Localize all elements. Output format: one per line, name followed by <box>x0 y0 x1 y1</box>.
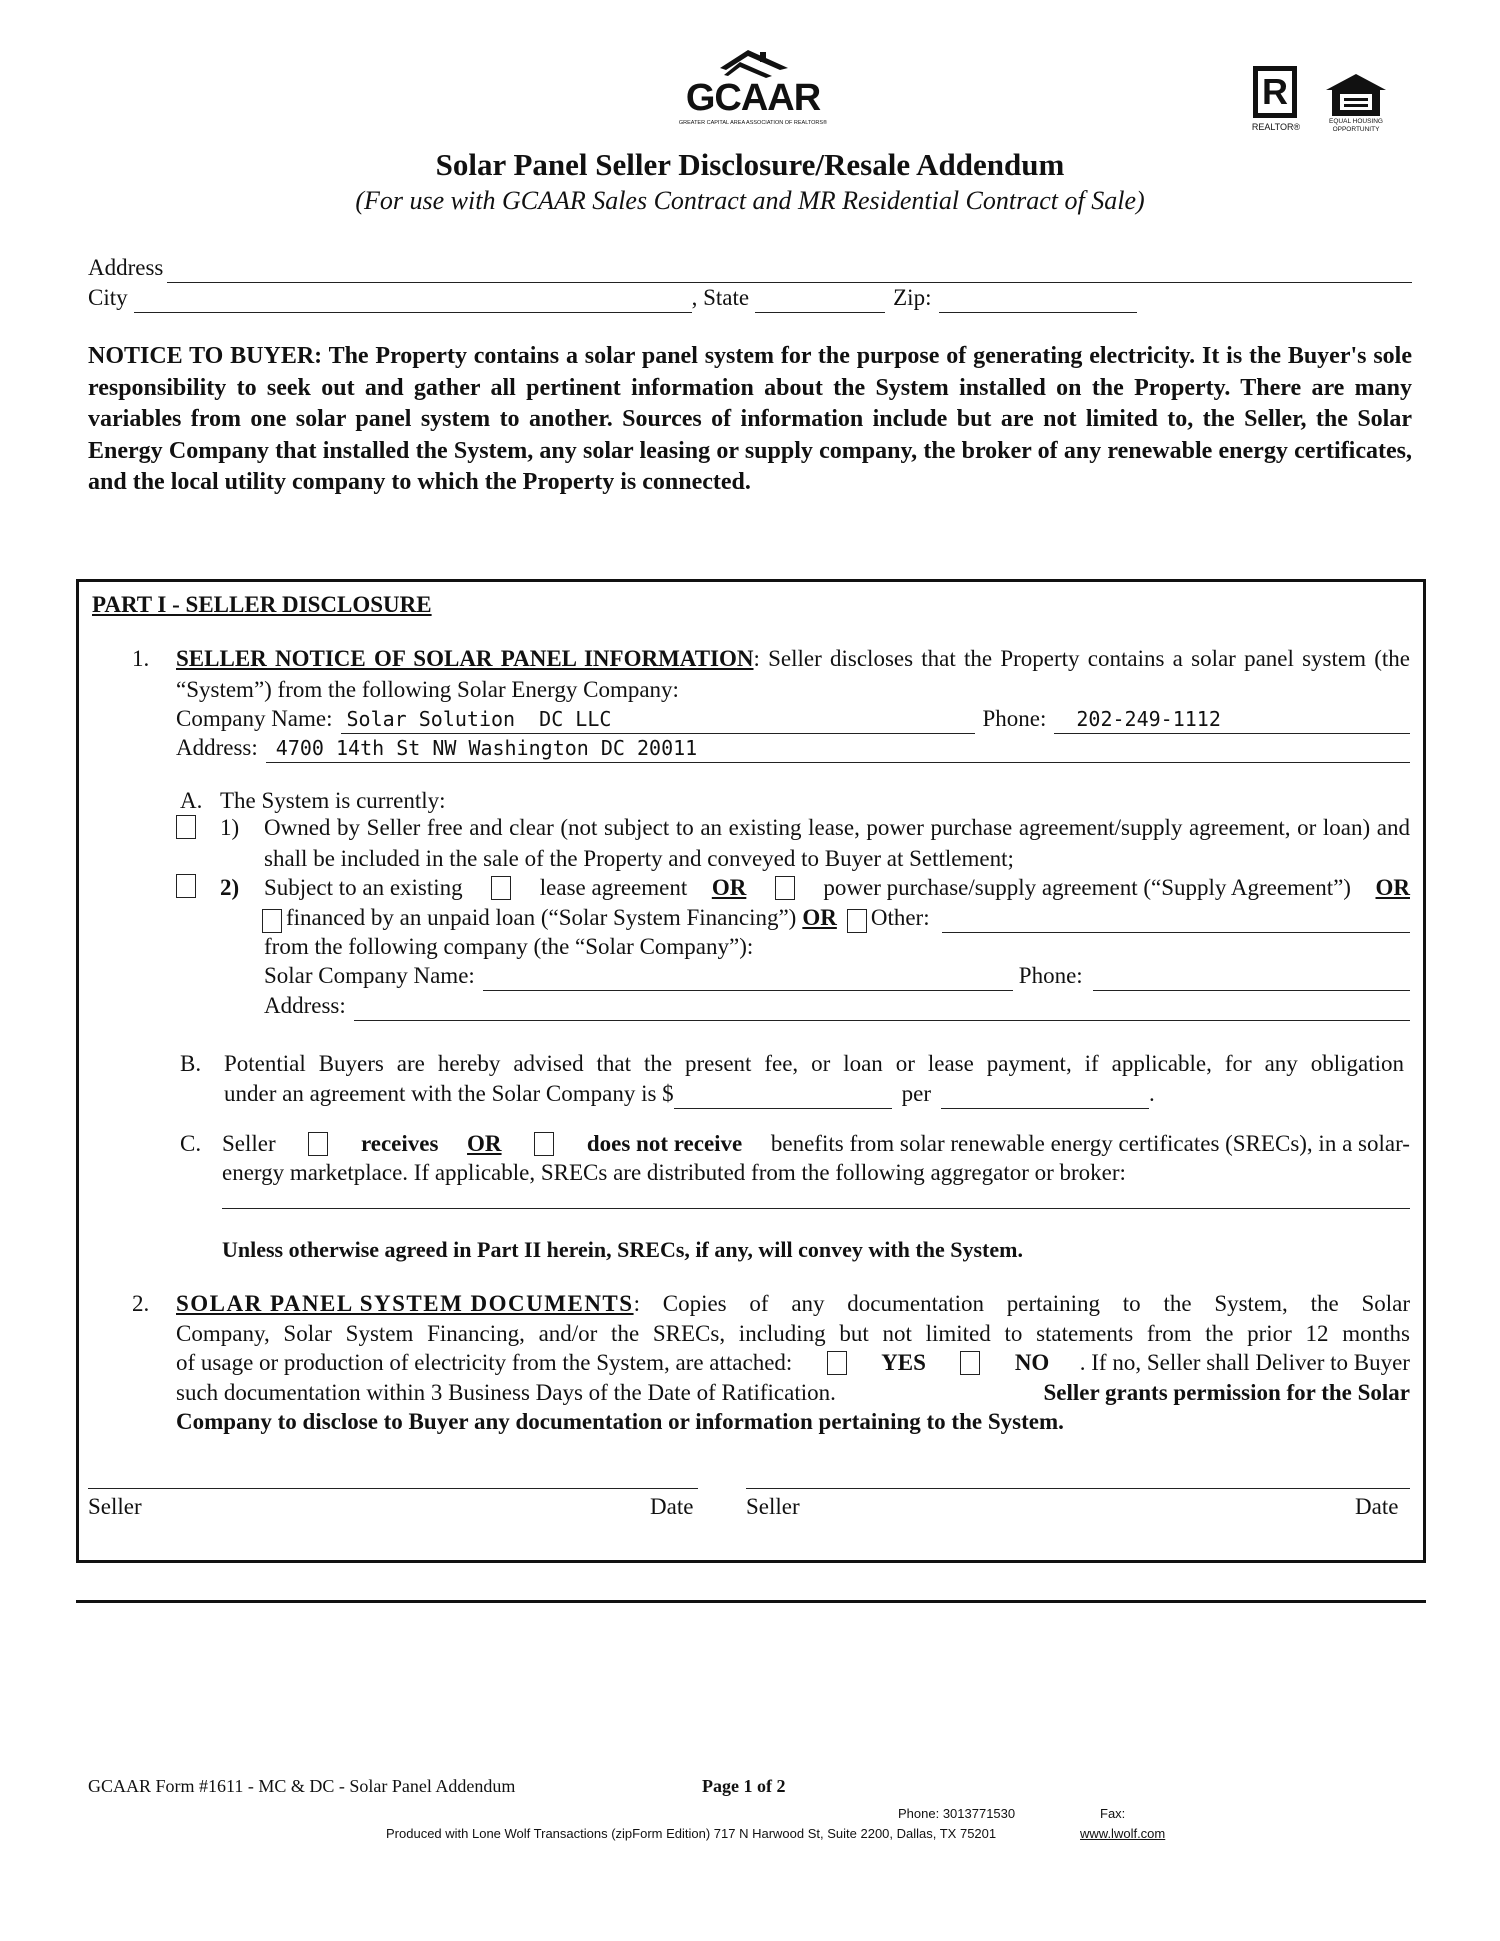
power-purchase-label: power purchase/supply agreement (“Supply Agreement”) <box>823 875 1351 900</box>
s2-line4a: such documentation within 3 Business Days of the Date of Ratification. <box>176 1380 836 1405</box>
sC-text2: energy marketplace. If applicable, SRECs are distributed from the following aggregator or broker: <box>222 1160 1126 1185</box>
property-zip-field[interactable] <box>939 285 1137 313</box>
lease-agreement-label: lease agreement <box>539 875 688 900</box>
property-state-field[interactable] <box>755 285 885 313</box>
s1-address-field[interactable]: 4700 14th St NW Washington DC 20011 <box>266 735 1410 763</box>
sC-or: OR <box>467 1131 502 1156</box>
s1-text: : Seller discloses that the Property contains a solar panel system (the “System”) from the following Solar Energy Company: <box>176 646 1410 702</box>
financed-loan-checkbox[interactable] <box>262 909 282 933</box>
s2-line3 <box>176 1347 1410 1378</box>
sC-text1: benefits from solar renewable energy certificates (SRECs), in a solar- <box>770 1131 1410 1156</box>
s2-line3a: of usage or production of electricity from the System, are attached: <box>176 1350 793 1375</box>
sC-does-not: does not receive <box>586 1131 743 1156</box>
page-subtitle: (For use with GCAAR Sales Contract and MR Residential Contract of Sale) <box>355 186 1145 215</box>
s1-phone-field[interactable]: 202-249-1112 <box>1054 706 1410 734</box>
solar-company-phone-field[interactable] <box>1093 963 1410 991</box>
s1-title: SELLER NOTICE OF SOLAR PANEL INFORMATION <box>176 646 754 671</box>
sA-from-company: from the following company (the “Solar Company”): <box>264 934 754 959</box>
sA-solar-address-row <box>264 990 1410 1021</box>
sA-option2-line1 <box>264 872 1410 903</box>
solar-company-address-label: Address: <box>264 993 346 1018</box>
sB-text2: under an agreement with the Solar Company is $ <box>224 1081 674 1106</box>
s1-address-row <box>176 732 1410 763</box>
sA-letter: A. <box>180 788 203 813</box>
part1-heading: PART I - SELLER DISCLOSURE <box>92 592 432 617</box>
srec-receives-checkbox[interactable] <box>308 1132 328 1156</box>
lease-agreement-checkbox[interactable] <box>491 876 511 900</box>
other-label: Other: <box>870 905 930 930</box>
sB-row2 <box>224 1078 1155 1109</box>
sC-letter: C. <box>180 1131 202 1156</box>
s2-line4 <box>176 1377 1410 1408</box>
seller2-label: Seller <box>746 1494 800 1519</box>
bottom-divider <box>76 1600 1426 1603</box>
other-checkbox[interactable] <box>847 909 867 933</box>
sB-period: . <box>1149 1081 1155 1106</box>
s1-company-row <box>176 703 1410 734</box>
footer-form-id: GCAAR Form #1611 - MC & DC - Solar Panel Addendum <box>88 1776 516 1796</box>
s2-line5: Company to disclose to Buyer any documentation or information pertaining to the System. <box>176 1409 1064 1434</box>
sA-option1-text: Owned by Seller free and clear (not subject to an existing lease, power purchase agreement/supply agreement, or loan) and shall be included in the sale of the Property and conveyed to Buyer at Settlement; <box>264 815 1410 871</box>
s2-number: 2. <box>132 1291 150 1316</box>
property-city-row <box>88 282 1188 313</box>
documents-yes-label: YES <box>881 1350 926 1375</box>
or-label-1: OR <box>711 875 747 900</box>
documents-yes-checkbox[interactable] <box>827 1351 847 1375</box>
property-city-label: City <box>88 285 128 310</box>
solar-company-phone-label: Phone: <box>1018 963 1083 988</box>
s2-title: SOLAR PANEL SYSTEM DOCUMENTS <box>176 1291 634 1316</box>
notice-to-buyer: NOTICE TO BUYER: The Property contains a solar panel system for the purpose of generating electricity. It is the Buyer's sole responsibility to seek out and gather all pertinent information about the System installed on the Property. There are many variables from one solar panel system to another. Sources of information include but are not limited to, the Seller, the Solar Energy Company that installed the System, any solar leasing or supply company, the broker of any renewable energy certificates, and the local utility company to which the Property is connected. <box>88 343 1412 495</box>
s2-line1 <box>176 1288 1410 1319</box>
gcaar-logo <box>668 46 838 130</box>
sA-option2-number: 2) <box>220 875 240 900</box>
sB-text1: Potential Buyers are hereby advised that the present fee, or loan or lease payment, if applicable, for any obligation <box>224 1051 1404 1076</box>
seller1-date-label: Date <box>650 1494 694 1519</box>
equal-housing-label: EQUAL HOUSING OPPORTUNITY <box>1329 118 1383 133</box>
other-field[interactable] <box>942 905 1410 933</box>
seller1-signature-line[interactable] <box>88 1488 698 1489</box>
gcaar-logo-text: GCAAR <box>685 77 821 119</box>
property-address-label: Address <box>88 255 164 280</box>
sA-option1-number: 1) <box>220 815 240 840</box>
property-state-label: , State <box>691 285 750 310</box>
s1-address-label: Address: <box>176 735 258 760</box>
sC-seller: Seller <box>222 1131 276 1156</box>
equal-housing-logo <box>1322 72 1390 138</box>
footer-produced: Produced with Lone Wolf Transactions (zipForm Edition) 717 N Harwood St, Suite 2200, Dallas, TX 75201 <box>386 1826 997 1841</box>
footer-page-number: Page 1 of 2 <box>702 1776 786 1796</box>
s1-number: 1. <box>132 646 150 671</box>
power-purchase-checkbox[interactable] <box>775 876 795 900</box>
srec-does-not-receive-checkbox[interactable] <box>534 1132 554 1156</box>
property-address-field[interactable] <box>167 255 1412 283</box>
sA-solar-company-row <box>264 960 1410 991</box>
gcaar-logo-subtext: GREATER CAPITAL AREA ASSOCIATION OF REALTORS® <box>678 120 828 126</box>
realtor-r-icon: R <box>1253 66 1297 118</box>
sA-option1-checkbox[interactable] <box>176 815 196 839</box>
sA-intro: The System is currently: <box>220 788 446 813</box>
sA-option2-line2 <box>262 902 1410 933</box>
realtor-label: REALTOR® <box>1251 122 1301 132</box>
footer-phone: Phone: 3013771530 <box>898 1806 1016 1821</box>
property-zip-label: Zip: <box>893 285 932 310</box>
sC-row1 <box>222 1128 1410 1159</box>
s2-line1-text: : Copies of any documentation pertaining to the System, the Solar <box>633 1291 1410 1316</box>
equal-housing-icon <box>1322 72 1390 118</box>
or-label-3: OR <box>802 905 837 930</box>
financed-loan-label: financed by an unpaid loan (“Solar System Financing”) <box>286 905 797 930</box>
sB-per: per <box>901 1081 932 1106</box>
property-address-row <box>88 252 1412 283</box>
s2-line3b: . If no, Seller shall Deliver to Buyer <box>1079 1350 1410 1375</box>
seller1-label: Seller <box>88 1494 142 1519</box>
documents-no-checkbox[interactable] <box>960 1351 980 1375</box>
solar-company-name-field[interactable] <box>483 963 1013 991</box>
solar-company-name-label: Solar Company Name: <box>264 963 475 988</box>
sC-receives: receives <box>360 1131 439 1156</box>
sA-option2-checkbox[interactable] <box>176 874 196 898</box>
footer-url-link[interactable]: www.lwolf.com <box>1080 1826 1166 1841</box>
property-city-field[interactable] <box>134 285 692 313</box>
page-title: Solar Panel Seller Disclosure/Resale Addendum <box>435 147 1065 182</box>
s2-line2: Company, Solar System Financing, and/or the SRECs, including but not limited to statements from the prior 12 months <box>176 1321 1410 1346</box>
payment-amount-field[interactable] <box>674 1081 892 1109</box>
realtor-logo <box>1246 66 1306 138</box>
seller2-signature-line[interactable] <box>746 1488 1410 1489</box>
documents-no-label: NO <box>1014 1350 1050 1375</box>
footer-fax: Fax: <box>1100 1806 1126 1821</box>
srec-broker-field[interactable] <box>222 1192 1410 1209</box>
sA-subject-text: Subject to an existing <box>264 875 463 900</box>
sB-letter: B. <box>180 1051 202 1076</box>
solar-company-address-field[interactable] <box>354 993 1410 1021</box>
s2-line4b: Seller grants permission for the Solar <box>1043 1380 1410 1405</box>
sC-unless: Unless otherwise agreed in Part II herein, SRECs, if any, will convey with the System. <box>222 1237 1023 1262</box>
s1-phone-label: Phone: <box>982 706 1047 731</box>
or-label-2: OR <box>1375 875 1410 900</box>
s1-company-field[interactable]: Solar Solution DC LLC <box>341 706 975 734</box>
payment-period-field[interactable] <box>941 1081 1149 1109</box>
s1-paragraph <box>176 643 1410 705</box>
s1-company-label: Company Name: <box>176 706 333 731</box>
seller2-date-label: Date <box>1355 1494 1399 1519</box>
